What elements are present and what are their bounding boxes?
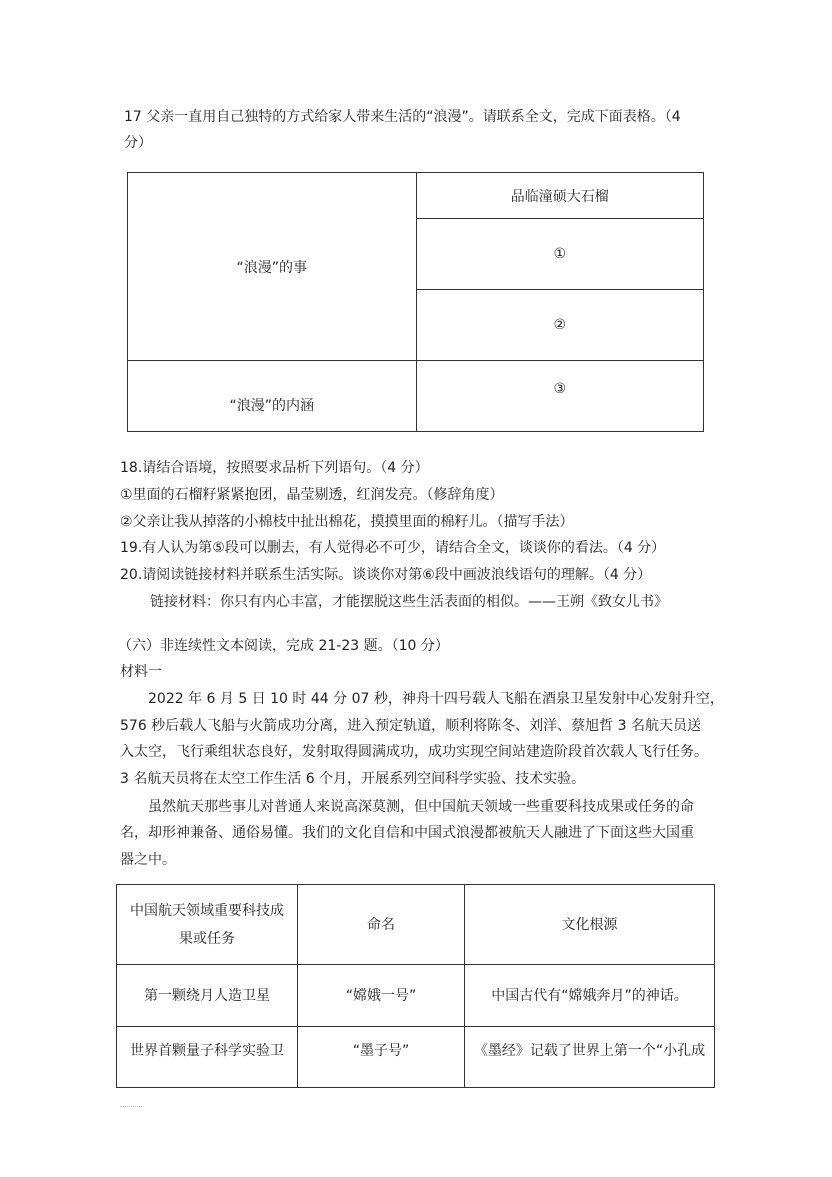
material-one-p2-line1: 虽然航天那些事儿对普通人来说高深莫测，但中国航天领域一些重要科技成果或任务的命 [148,799,694,815]
material-one-p1-line4: 3 名航天员将在太空工作生活 6 个月，开展系列空间科学实验、技术实验。 [120,771,586,787]
table2-cell: 第一颗绕月人造卫星 [117,965,298,1027]
table1-row-label-romantic-meaning: “浪漫”的内涵 [128,361,417,432]
q20: 20.请阅读链接材料并联系生活实际。谈谈你对第⑥段中画波浪线语句的理解。（4 分） [120,567,652,583]
material-one-p2-line3: 器之中。 [120,852,176,868]
table1-cell-blank-1: ① [416,219,703,290]
table2-cell: “嫦娥一号” [297,965,464,1027]
table2-cell: 中国古代有“嫦娥奔月”的神话。 [465,965,715,1027]
q17-line1: 17 父亲一直用自己独特的方式给家人带来生活的“浪漫”。请联系全文，完成下面表格。（4 [124,109,681,125]
material-one-p1-line2: 576 秒后载人飞船与火箭成功分离，进入预定轨道，顺利将陈冬、刘洋、蔡旭哲 3 名航天员送 [120,718,701,734]
material-one-p1-line3: 入太空，飞行乘组状态良好，发射取得圆满成功，成功实现空间站建造阶段首次载人飞行任务。 [120,744,708,760]
table1-cell-blank-3: ③ [416,361,703,432]
table1-cell-blank-2: ② [416,290,703,361]
aerospace-table [116,884,715,1088]
table2-header-name: 命名 [297,885,464,965]
table2-cell: “墨子号” [297,1027,464,1088]
q18-item1: ①里面的石榴籽紧紧抱团，晶莹剔透，红润发亮。（修辞角度） [120,487,504,503]
material-one-p1-line1: 2022 年 6 月 5 日 10 时 44 分 07 秒，神舟十四号载人飞船在酒泉卫星发射中心发射升空， [148,691,724,707]
table2-header-cultural-root: 文化根源 [465,885,715,965]
q17-line2: 分） [124,135,152,151]
table2-cell: 世界首颗量子科学实验卫 [117,1027,298,1088]
q18-title: 18.请结合语境，按照要求品析下列语句。（4 分） [120,460,429,476]
q19: 19.有人认为第⑤段可以删去，有人觉得必不可少，请结合全文，谈谈你的看法。（4 分） [120,540,666,556]
table1-row-label-romantic-things: “浪漫”的事 [128,173,417,361]
section6-heading: （六）非连续性文本阅读，完成 21-23 题。（10 分） [118,638,449,654]
romance-table [127,172,704,432]
scan-artifact [120,1106,142,1107]
q18-item2: ②父亲让我从掉落的小棉枝中扯出棉花，摸摸里面的棉籽儿。（描写手法） [120,514,574,530]
table2-cell: 《墨经》记载了世界上第一个“小孔成 [465,1027,715,1088]
table-row [117,965,715,1027]
material-one-label: 材料一 [120,664,162,680]
material-one-p2-line2: 名，却形神兼备、通俗易懂。我们的文化自信和中国式浪漫都被航天人融进了下面这些大国重 [120,825,694,841]
link-material: 链接材料：你只有内心丰富，才能摆脱这些生活表面的相似。——王朔《致女儿书》 [150,594,668,610]
table2-header-achievement: 中国航天领域重要科技成果或任务 [117,885,298,965]
table1-cell-pomegranate: 品临潼硕大石榴 [416,173,703,219]
table-row [117,1027,715,1088]
